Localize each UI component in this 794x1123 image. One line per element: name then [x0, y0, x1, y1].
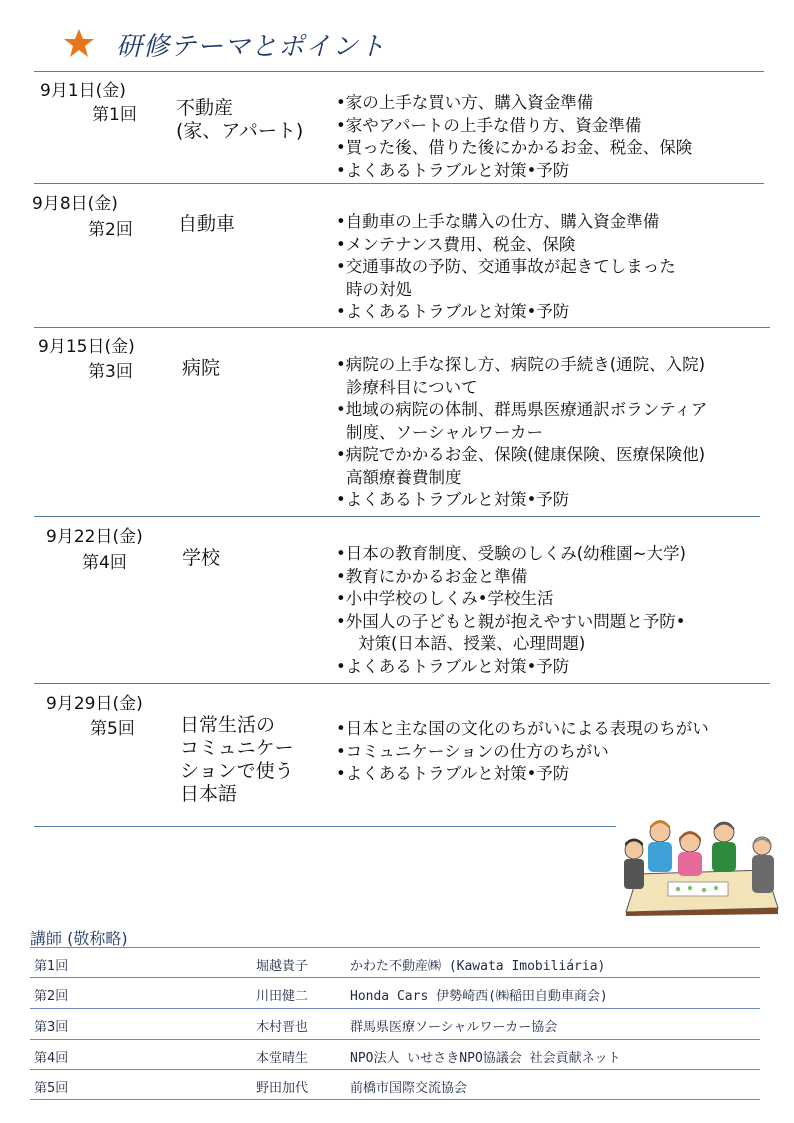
divider	[34, 71, 764, 72]
session-number: 第4回	[82, 553, 127, 573]
session-points	[336, 92, 692, 182]
session-date: 9月15日(金)	[38, 337, 135, 357]
instructor-session: 第2回	[34, 989, 69, 1004]
instructor-row	[30, 948, 760, 978]
topic-line: 日本語	[180, 783, 238, 805]
divider	[34, 516, 760, 517]
session-topic	[182, 357, 220, 380]
point-item: •地域の病院の体制、群馬県医療通訳ボランティア	[336, 400, 708, 419]
point-item: •よくあるトラブルと対策•予防	[336, 160, 570, 180]
divider	[34, 683, 770, 684]
instructor-name: 木村晋也	[256, 1020, 309, 1035]
topic-line: コミュニケー	[180, 737, 294, 759]
instructor-org: Honda Cars 伊勢崎西(㈱稲田自動車商会)	[350, 989, 608, 1004]
point-item: •外国人の子どもと親が抱えやすい問題と予防•	[336, 611, 686, 631]
topic-line: 病院	[182, 357, 221, 379]
session-topic	[178, 213, 235, 236]
point-item: •教育にかかるお金と準備	[336, 566, 528, 586]
point-item: •日本の教育制度、受験のしくみ(幼稚園~大学)	[336, 544, 686, 563]
star-icon	[62, 26, 96, 60]
session-topic	[182, 547, 220, 570]
instructor-row	[30, 1040, 760, 1070]
divider	[34, 327, 770, 328]
instructor-org: 前橋市国際交流協会	[350, 1081, 468, 1096]
session-date: 9月22日(金)	[46, 527, 143, 547]
session-topic	[176, 97, 303, 143]
point-continuation: 制度、ソーシャルワーカー	[346, 422, 544, 442]
instructor-name: 野田加代	[256, 1081, 309, 1096]
instructor-name: 本堂晴生	[256, 1051, 309, 1066]
point-item: •買った後、借りた後にかかるお金、税金、保険	[336, 138, 693, 157]
point-item: •コミュニケーションの仕方のちがい	[336, 741, 609, 761]
session-points	[336, 211, 676, 324]
point-item: •交通事故の予防、交通事故が起きてしまった	[336, 257, 676, 276]
session-number: 第5回	[90, 719, 135, 739]
point-item: •家やアパートの上手な借り方、資金準備	[336, 115, 642, 135]
point-continuation: 対策(日本語、授業、心理問題)	[358, 634, 586, 653]
session-number: 第3回	[88, 362, 133, 382]
topic-line: 日常生活の	[180, 714, 276, 736]
point-continuation: 時の対処	[346, 279, 412, 299]
session-number: 第1回	[92, 105, 137, 125]
instructor-row	[30, 1009, 760, 1039]
instructor-row	[30, 978, 760, 1008]
point-item: •病院の上手な探し方、病院の手続き(通院、入院)	[336, 355, 706, 374]
topic-line: 学校	[182, 547, 221, 569]
point-item: •自動車の上手な購入の仕方、購入資金準備	[336, 212, 660, 231]
instructor-org: NPO法人 いせさきNPO協議会 社会貢献ネット	[350, 1051, 621, 1066]
point-item: •メンテナンス費用、税金、保険	[336, 234, 576, 254]
session-points	[336, 354, 707, 512]
instructor-session: 第4回	[34, 1051, 69, 1066]
divider	[34, 183, 764, 184]
divider	[34, 826, 616, 827]
meeting-illustration	[616, 812, 780, 916]
instructor-org: かわた不動産㈱ (Kawata Imobiliária)	[350, 959, 606, 974]
topic-line: 自動車	[178, 213, 236, 235]
point-continuation: 高額療養費制度	[346, 467, 462, 487]
instructor-org: 群馬県医療ソーシャルワーカー協会	[350, 1020, 558, 1035]
instructor-row	[30, 1070, 760, 1100]
topic-line: 不動産	[176, 97, 234, 119]
point-item: •よくあるトラブルと対策•予防	[336, 764, 570, 783]
instructor-session: 第1回	[34, 959, 69, 974]
instructors-heading: 講師 (敬称略)	[30, 929, 128, 948]
point-continuation: 診療科目について	[346, 377, 478, 397]
session-points	[336, 718, 709, 786]
instructor-session: 第5回	[34, 1081, 69, 1096]
point-item: •よくあるトラブルと対策•予防	[336, 656, 570, 676]
instructor-session: 第3回	[34, 1020, 69, 1035]
page-title: 研修テーマとポイント	[116, 32, 387, 62]
session-points	[336, 543, 686, 678]
session-topic	[180, 714, 294, 806]
session-date: 9月8日(金)	[32, 194, 118, 214]
topic-line: ションで使う	[180, 760, 294, 782]
topic-line: (家、アパート)	[176, 120, 304, 142]
session-date: 9月29日(金)	[46, 694, 143, 714]
point-item: •病院でかかるお金、保険(健康保険、医療保険他)	[336, 445, 706, 464]
point-item: •よくあるトラブルと対策•予防	[336, 302, 570, 321]
point-item: •家の上手な買い方、購入資金準備	[336, 93, 594, 112]
point-item: •日本と主な国の文化のちがいによる表現のちがい	[336, 719, 709, 738]
instructor-name: 川田健二	[256, 989, 309, 1004]
session-number: 第2回	[88, 220, 133, 240]
point-item: •よくあるトラブルと対策•予防	[336, 490, 570, 509]
instructor-name: 堀越貴子	[256, 959, 309, 974]
point-item: •小中学校のしくみ•学校生活	[336, 589, 554, 608]
divider	[30, 1099, 760, 1100]
session-date: 9月1日(金)	[40, 81, 126, 101]
